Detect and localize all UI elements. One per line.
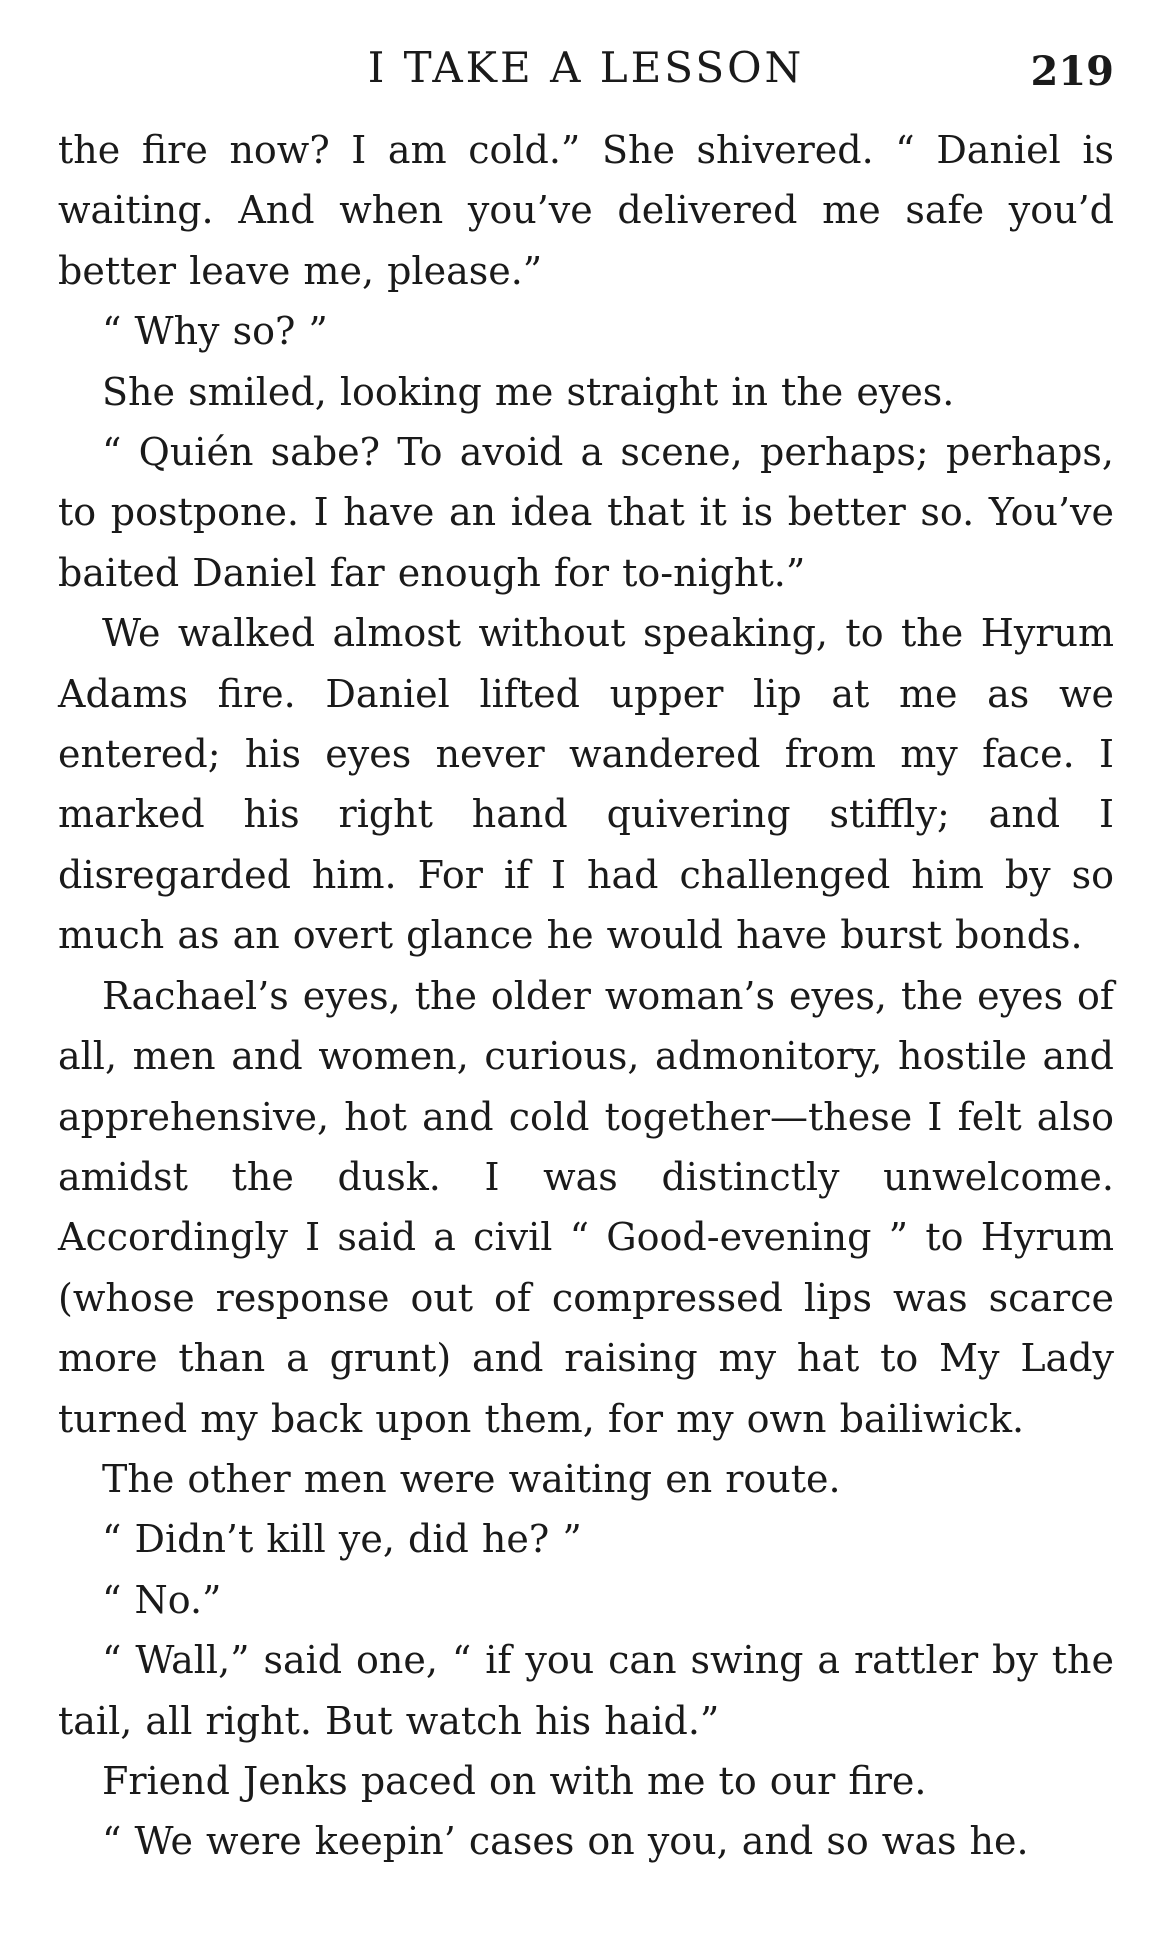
- paragraph: “ Quién sabe? To avoid a scene, perhaps; perhaps, to postpone. I have an idea that it is better so. You’ve baited Daniel far enough for to-night.”: [58, 430, 1114, 595]
- paragraph-continued: the fire now? I am cold.” She shivered. “ Daniel is waiting. And when you’ve delivered me safe you’d better leave me, please.”: [58, 128, 1114, 293]
- paragraph: She smiled, looking me straight in the eyes.: [102, 369, 955, 414]
- paragraph: “ Why so? ”: [102, 309, 328, 354]
- page-number: 219: [1030, 48, 1114, 95]
- paragraph: Rachael’s eyes, the older woman’s eyes, the eyes of all, men and women, curious, admonitory, hostile and apprehensive, hot and cold together—these I felt also amidst the dusk. I was distinctly unwelcome. Accordingly I said a civil “ Good-evening ” to Hyrum (whose response out of compressed lips was scarce more than a grunt) and raising my hat to My Lady turned my back upon them, for my own bailiwick.: [58, 973, 1114, 1441]
- paragraph: “ Wall,” said one, “ if you can swing a rattler by the tail, all right. But watch his haid.”: [58, 1638, 1114, 1743]
- running-title: I TAKE A LESSON: [367, 43, 805, 92]
- paragraph: “ We were keepin’ cases on you, and so was he.: [102, 1819, 1029, 1864]
- paragraph: “ No.”: [102, 1577, 222, 1622]
- paragraph: “ Didn’t kill ye, did he? ”: [102, 1517, 582, 1562]
- running-head: [58, 38, 1114, 98]
- body-text: [58, 120, 1114, 1872]
- paragraph: Friend Jenks paced on with me to our fire.: [102, 1758, 927, 1803]
- paragraph: The other men were waiting en route.: [102, 1456, 841, 1501]
- paragraph: We walked almost without speaking, to the Hyrum Adams fire. Daniel lifted upper lip at me as we entered; his eyes never wandered from my face. I marked his right hand quivering stiffly; and I disregarded him. For if I had challenged him by so much as an overt glance he would have burst bonds.: [58, 611, 1114, 958]
